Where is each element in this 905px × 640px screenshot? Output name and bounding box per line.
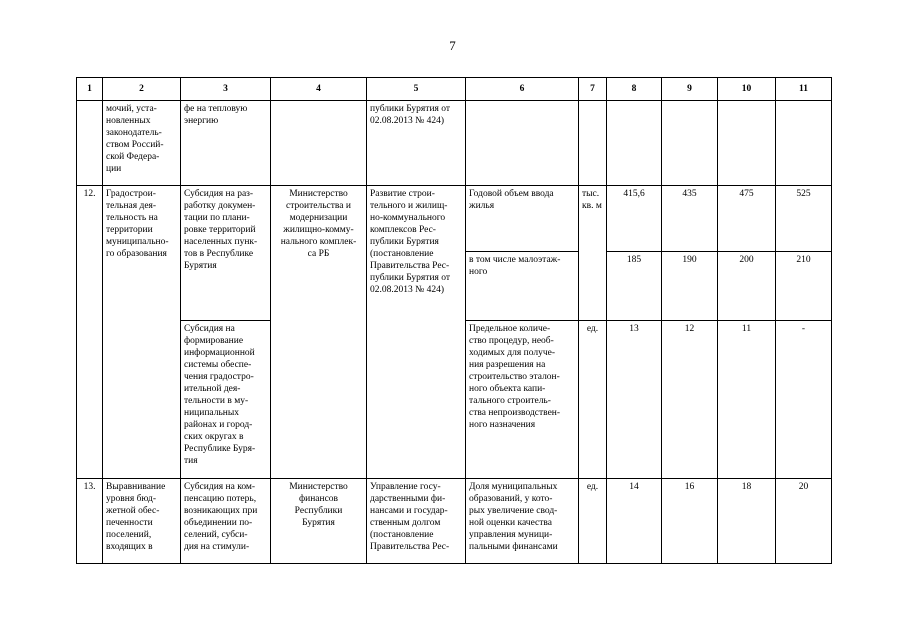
cell-ministry: Министерство строительства и модернизации жилищно-комму- нального комплек- са РБ <box>271 186 367 479</box>
cell-value: 18 <box>718 479 776 564</box>
cell-indicator: в том числе малоэтаж- ного <box>466 252 579 321</box>
row-number: 12. <box>77 186 103 479</box>
cell <box>662 101 718 186</box>
page-number: 7 <box>449 38 456 53</box>
header-cell: 7 <box>579 78 607 101</box>
cell-value: - <box>776 321 832 479</box>
cell-value: 525 <box>776 186 832 252</box>
header-cell: 3 <box>181 78 271 101</box>
cell-indicator-area: Выравнивание уровня бюд- жетной обес- печенности поселений, входящих в <box>103 479 181 564</box>
cell-indicator-area: мочий, уста- новленных законодатель- ством Россий- ской Федера- ции <box>103 101 181 186</box>
cell-indicator: Годовой объем ввода жилья <box>466 186 579 252</box>
header-cell: 11 <box>776 78 832 101</box>
header-cell: 5 <box>367 78 466 101</box>
header-cell: 1 <box>77 78 103 101</box>
cell-value: 14 <box>607 479 662 564</box>
cell-value: 190 <box>662 252 718 321</box>
header-row <box>77 78 832 101</box>
cell <box>77 101 103 186</box>
header-cell: 4 <box>271 78 367 101</box>
cell <box>271 101 367 186</box>
header-cell: 2 <box>103 78 181 101</box>
cell-value: 475 <box>718 186 776 252</box>
header-cell: 8 <box>607 78 662 101</box>
table-row-12a <box>77 186 832 252</box>
cell-value: 415,6 <box>607 186 662 252</box>
cell-value: 210 <box>776 252 832 321</box>
cell-indicator-area: Градострои- тельная дея- тельность на территории муниципально- го образования <box>103 186 181 479</box>
cell-value: 20 <box>776 479 832 564</box>
cell-ministry: Министерство финансов Республики Бурятия <box>271 479 367 564</box>
cell-unit: ед. <box>579 321 607 479</box>
cell-value: 13 <box>607 321 662 479</box>
cell-subsidy: Субсидия на раз- работку докумен- тации по плани- ровке территорий населенных пунк- тов в Республике Бурятия <box>181 186 271 321</box>
cell-program: Управление госу- дарственными фи- нансами и государ- ственным долгом (постановление Правительства Рес- <box>367 479 466 564</box>
cell <box>607 101 662 186</box>
cell <box>579 101 607 186</box>
program-table <box>76 77 832 564</box>
header-cell: 6 <box>466 78 579 101</box>
cell-program: Развитие строи- тельного и жилищ- но-коммунального комплексов Рес- публики Бурятия (постановление Правительства Рес- публики Бурятия от 02.08.2013 № 424) <box>367 186 466 479</box>
cell <box>466 101 579 186</box>
cell-value: 12 <box>662 321 718 479</box>
header-cell: 9 <box>662 78 718 101</box>
cell-program: публики Бурятия от 02.08.2013 № 424) <box>367 101 466 186</box>
cell-subsidy: фе на тепловую энергию <box>181 101 271 186</box>
cell-unit: тыс. кв. м <box>579 186 607 321</box>
cell-subsidy: Субсидия на ком- пенсацию потерь, возникающих при объединении по- селений, субси- дия на стимули- <box>181 479 271 564</box>
table-row-13 <box>77 479 832 564</box>
cell-value: 435 <box>662 186 718 252</box>
cell-subsidy: Субсидия на формирование информационной системы обеспе- чения градостро- ительной дея- тельности в му- ниципальных районах и город- ских округах в Республике Буря- тия <box>181 321 271 479</box>
cell-indicator: Доля муниципальных образований, у кото- рых увеличение свод- ной оценки качества управления муници- пальными финансами <box>466 479 579 564</box>
cell-unit: ед. <box>579 479 607 564</box>
cell-value: 11 <box>718 321 776 479</box>
header-cell: 10 <box>718 78 776 101</box>
cell-value: 200 <box>718 252 776 321</box>
row-number: 13. <box>77 479 103 564</box>
cell-value: 185 <box>607 252 662 321</box>
table-row-continuation <box>77 101 832 186</box>
cell <box>718 101 776 186</box>
cell-value: 16 <box>662 479 718 564</box>
cell-indicator: Предельное количе- ство процедур, необ- ходимых для получе- ния разрешения на строительство эталон- ного объекта капи- тального строитель- ства непроизводствен- ного назначения <box>466 321 579 479</box>
cell <box>776 101 832 186</box>
